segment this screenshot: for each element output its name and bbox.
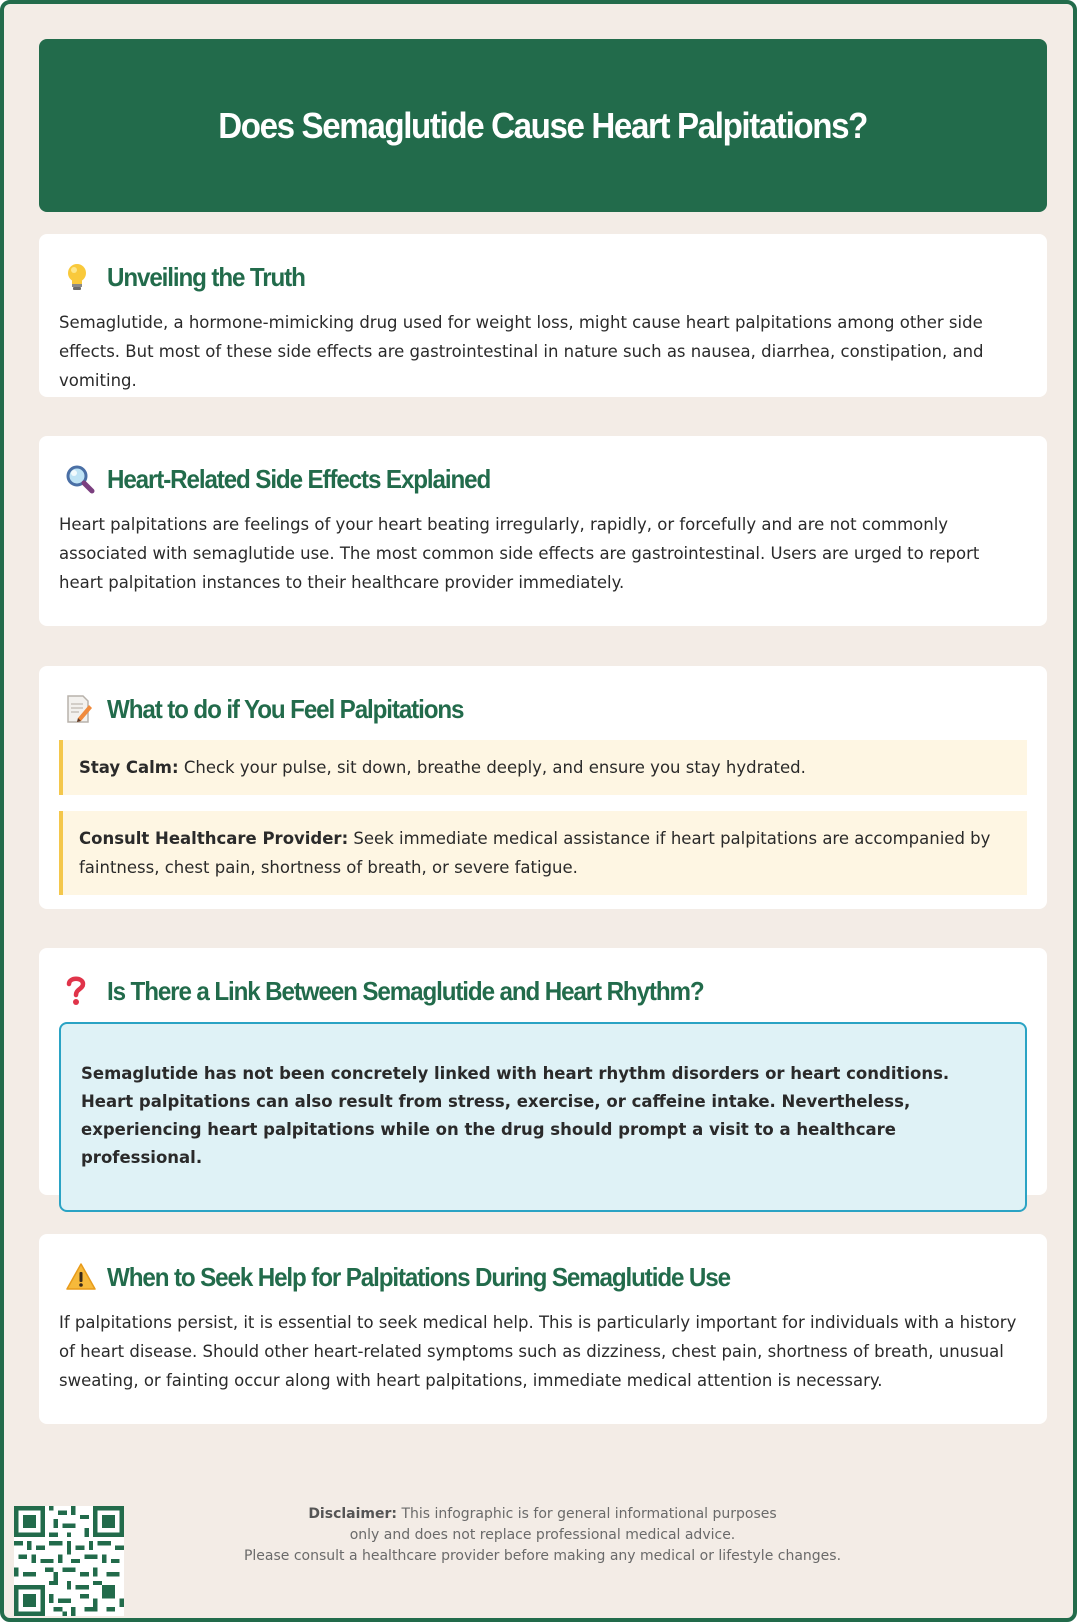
info-callout: Semaglutide has not been concretely linked with heart rhythm disorders or heart conditions. Heart palpitations can also result from stress, exercise, or caffeine intake. Nevertheless, experiencing heart palpitations while on the drug should prompt a visit to a healthcare professional. — [59, 1022, 1027, 1212]
memo-icon — [59, 692, 97, 726]
tip-label: Stay Calm: — [79, 758, 179, 777]
section-side-effects — [39, 436, 1047, 626]
title-banner — [39, 39, 1047, 212]
tip-consult-provider — [59, 811, 1027, 895]
page-title: Does Semaglutide Cause Heart Palpitations? — [218, 104, 868, 146]
section-heading: Is There a Link Between Semaglutide and Heart Rhythm? — [107, 975, 704, 1006]
magnifier-icon — [59, 462, 97, 496]
section-what-to-do — [39, 666, 1047, 909]
tip-stay-calm — [59, 740, 1027, 795]
question-icon — [59, 974, 97, 1008]
disclaimer-line-2: only and does not replace professional medical advice. — [349, 1527, 736, 1543]
section-header — [59, 1260, 1027, 1294]
section-heading: When to Seek Help for Palpitations During Semaglutide Use — [107, 1261, 730, 1292]
section-body: Semaglutide, a hormone-mimicking drug used for weight loss, might cause heart palpitations among other side effects. But most of these side effects are gastrointestinal in nature such as nausea, diarrhea, constipation, and vomiting. — [59, 313, 984, 390]
tip-label: Consult Healthcare Provider: — [79, 829, 349, 848]
section-seek-help — [39, 1234, 1047, 1424]
section-heading: Heart-Related Side Effects Explained — [107, 463, 491, 494]
warning-icon — [59, 1260, 97, 1294]
lightbulb-icon — [59, 260, 97, 294]
section-body: If palpitations persist, it is essential to seek medical help. This is particularly important for individuals with a history of heart disease. Should other heart-related symptoms such as dizziness, chest pain, shortness of breath, unusual sweating, or fainting occur along with heart palpitations, immediate medical attention is necessary. — [59, 1313, 1017, 1390]
disclaimer-line-1: Disclaimer: This infographic is for general informational purposes — [308, 1506, 777, 1522]
section-body: Heart palpitations are feelings of your heart beating irregularly, rapidly, or forcefully and are not commonly associated with semaglutide use. The most common side effects are gastrointestinal. Users are urged to report heart palpitation instances to their healthcare provider immediately. — [59, 515, 980, 592]
section-truth — [39, 234, 1047, 397]
disclaimer-line-3: Please consult a healthcare provider before making any medical or lifestyle changes. — [243, 1548, 842, 1564]
section-heading: Unveiling the Truth — [107, 261, 305, 292]
section-header — [59, 462, 1027, 496]
section-header — [59, 974, 1027, 1008]
tip-text: Check your pulse, sit down, breathe deeply, and ensure you stay hydrated. — [178, 758, 806, 777]
disclaimer — [4, 1504, 1077, 1567]
section-heading: What to do if You Feel Palpitations — [107, 693, 464, 724]
section-header — [59, 260, 1027, 294]
section-link — [39, 948, 1047, 1195]
tip-text: Seek immediate medical assistance if heart palpitations are accompanied by faintness, chest pain, shortness of breath, or severe fatigue. — [79, 829, 991, 877]
disclaimer-label: Disclaimer: — [308, 1506, 397, 1522]
section-header — [59, 692, 1027, 726]
